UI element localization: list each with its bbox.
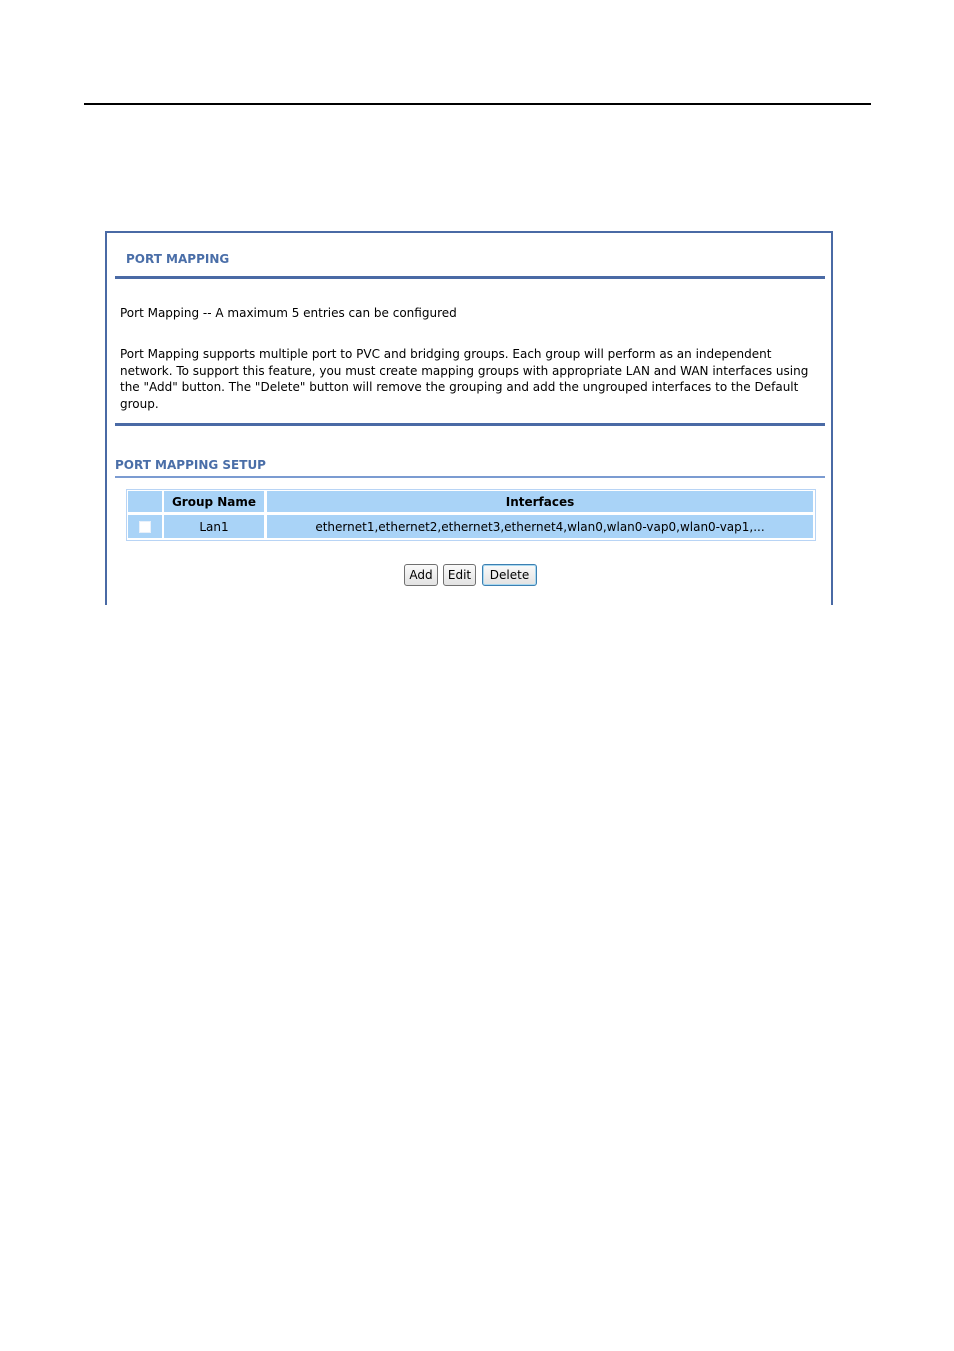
group-name-header: Group Name (164, 491, 264, 512)
port-mapping-panel (105, 231, 833, 605)
port-mapping-description: Port Mapping supports multiple port to PVC and bridging groups. Each group will perform as an independent network. To support this feature, you must create mapping groups with appropriate LAN and WAN interfaces using the "Add" button. The "Delete" button will remove the grouping and add the ungrouped interfaces to the Default group. (120, 347, 809, 411)
checkbox-column-header (128, 491, 162, 512)
add-button[interactable]: Add (404, 564, 438, 586)
title-divider (115, 276, 825, 279)
table-row-group-name: Lan1 (164, 515, 264, 538)
table-row-select-cell (128, 515, 162, 538)
page-header-rule (84, 103, 871, 105)
section-divider (115, 423, 825, 426)
setup-section-title: PORT MAPPING SETUP (115, 458, 266, 472)
panel-title: PORT MAPPING (126, 252, 230, 266)
edit-button[interactable]: Edit (443, 564, 476, 586)
action-buttons (107, 564, 831, 588)
row-select-checkbox[interactable] (139, 521, 151, 533)
delete-button[interactable]: Delete (482, 564, 537, 586)
setup-divider (115, 476, 825, 478)
table-row-interfaces: ethernet1,ethernet2,ethernet3,ethernet4,wlan0,wlan0-vap0,wlan0-vap1,... (267, 515, 813, 538)
interfaces-header: Interfaces (267, 491, 813, 512)
max-entries-info: Port Mapping -- A maximum 5 entries can be configured (120, 306, 457, 320)
port-mapping-table (126, 489, 816, 541)
